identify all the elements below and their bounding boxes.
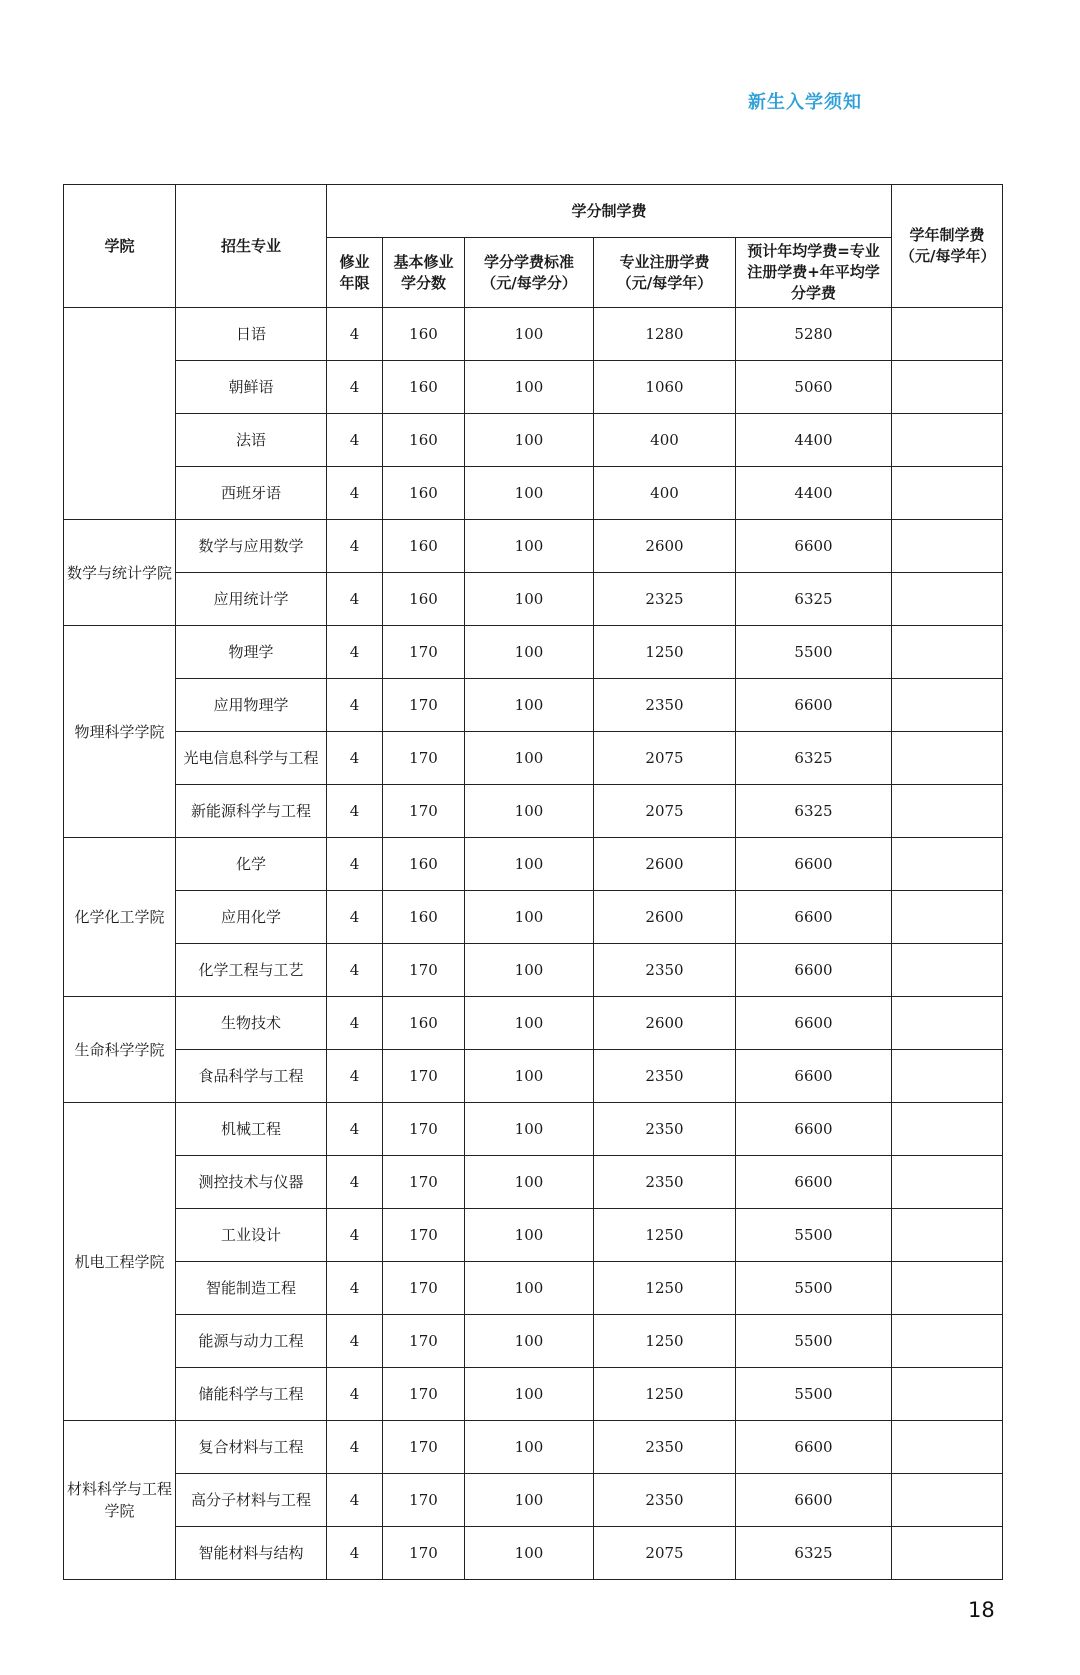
table-row	[64, 838, 1003, 891]
years-cell: 4	[327, 626, 383, 679]
major-cell: 工业设计	[176, 1209, 327, 1262]
credits-cell: 170	[383, 944, 465, 997]
table-row	[64, 679, 1003, 732]
credits-cell: 160	[383, 997, 465, 1050]
major-cell: 新能源科学与工程	[176, 785, 327, 838]
year-system-fee-cell	[892, 1262, 1003, 1315]
credit-fee-cell: 100	[465, 361, 594, 414]
year-system-fee-cell	[892, 308, 1003, 361]
years-header: 修业年限	[327, 238, 383, 308]
credit-fee-cell: 100	[465, 679, 594, 732]
year-system-fee-cell	[892, 1050, 1003, 1103]
annual-fee-cell: 6600	[736, 1103, 892, 1156]
table-row	[64, 573, 1003, 626]
credits-cell: 170	[383, 1262, 465, 1315]
major-cell: 复合材料与工程	[176, 1421, 327, 1474]
table-row	[64, 1368, 1003, 1421]
registration-fee-cell: 2600	[594, 997, 736, 1050]
annual-fee-cell: 6325	[736, 732, 892, 785]
major-cell: 化学	[176, 838, 327, 891]
major-cell: 西班牙语	[176, 467, 327, 520]
major-cell: 物理学	[176, 626, 327, 679]
table-row	[64, 1103, 1003, 1156]
credits-cell: 170	[383, 1474, 465, 1527]
major-cell: 应用统计学	[176, 573, 327, 626]
college-cell: 化学化工学院	[64, 838, 176, 997]
page-header-title: 新生入学须知	[748, 92, 862, 113]
table-row	[64, 1474, 1003, 1527]
years-cell: 4	[327, 1315, 383, 1368]
table-row	[64, 626, 1003, 679]
credits-cell: 170	[383, 1527, 465, 1580]
annual-fee-cell: 5500	[736, 1209, 892, 1262]
table-row	[64, 520, 1003, 573]
credit-fee-cell: 100	[465, 732, 594, 785]
credit-fee-cell: 100	[465, 467, 594, 520]
tuition-table	[63, 184, 1003, 1580]
credit-fee-cell: 100	[465, 414, 594, 467]
credits-cell: 170	[383, 679, 465, 732]
major-cell: 应用物理学	[176, 679, 327, 732]
table-row	[64, 1209, 1003, 1262]
table-row	[64, 1421, 1003, 1474]
credits-cell: 160	[383, 520, 465, 573]
annual-fee-cell: 5060	[736, 361, 892, 414]
credit-fee-cell: 100	[465, 1103, 594, 1156]
credits-cell: 160	[383, 361, 465, 414]
credits-header: 基本修业学分数	[383, 238, 465, 308]
registration-fee-cell: 2350	[594, 1050, 736, 1103]
annual-fee-header: 预计年均学费=专业注册学费+年平均学分学费	[736, 238, 892, 308]
credit-fee-cell: 100	[465, 1050, 594, 1103]
page-number: 18	[968, 1598, 995, 1622]
year-system-fee-cell	[892, 1156, 1003, 1209]
years-cell: 4	[327, 361, 383, 414]
years-cell: 4	[327, 785, 383, 838]
registration-fee-cell: 2075	[594, 1527, 736, 1580]
annual-fee-cell: 5500	[736, 1368, 892, 1421]
registration-fee-cell: 1250	[594, 1262, 736, 1315]
college-cell: 材料科学与工程学院	[64, 1421, 176, 1580]
major-cell: 数学与应用数学	[176, 520, 327, 573]
credits-cell: 170	[383, 785, 465, 838]
credit-fee-cell: 100	[465, 891, 594, 944]
registration-fee-cell: 1250	[594, 1368, 736, 1421]
registration-fee-cell: 1060	[594, 361, 736, 414]
years-cell: 4	[327, 1368, 383, 1421]
table-row	[64, 997, 1003, 1050]
year-system-fee-cell	[892, 1209, 1003, 1262]
annual-fee-cell: 6600	[736, 891, 892, 944]
table-row	[64, 467, 1003, 520]
credits-cell: 170	[383, 1315, 465, 1368]
years-cell: 4	[327, 308, 383, 361]
registration-fee-cell: 1250	[594, 1315, 736, 1368]
credits-cell: 160	[383, 891, 465, 944]
credits-cell: 170	[383, 1421, 465, 1474]
annual-fee-cell: 5500	[736, 1262, 892, 1315]
years-cell: 4	[327, 1262, 383, 1315]
major-cell: 智能材料与结构	[176, 1527, 327, 1580]
registration-fee-cell: 1250	[594, 1209, 736, 1262]
annual-fee-cell: 5500	[736, 626, 892, 679]
major-cell: 储能科学与工程	[176, 1368, 327, 1421]
credit-fee-cell: 100	[465, 1262, 594, 1315]
years-cell: 4	[327, 1527, 383, 1580]
major-cell: 食品科学与工程	[176, 1050, 327, 1103]
registration-fee-cell: 1250	[594, 626, 736, 679]
major-cell: 日语	[176, 308, 327, 361]
years-cell: 4	[327, 1474, 383, 1527]
annual-fee-cell: 6600	[736, 679, 892, 732]
major-cell: 生物技术	[176, 997, 327, 1050]
registration-fee-cell: 2350	[594, 1103, 736, 1156]
year-system-fee-cell	[892, 467, 1003, 520]
annual-fee-cell: 6325	[736, 785, 892, 838]
years-cell: 4	[327, 414, 383, 467]
credit-fee-cell: 100	[465, 1474, 594, 1527]
college-cell	[64, 308, 176, 520]
annual-fee-cell: 4400	[736, 414, 892, 467]
year-system-fee-cell	[892, 1527, 1003, 1580]
credit-fee-cell: 100	[465, 785, 594, 838]
credits-cell: 170	[383, 732, 465, 785]
credit-fee-header: 学分学费标准（元/每学分）	[465, 238, 594, 308]
credits-cell: 160	[383, 308, 465, 361]
year-system-fee-cell	[892, 361, 1003, 414]
major-cell: 智能制造工程	[176, 1262, 327, 1315]
table-row	[64, 1156, 1003, 1209]
years-cell: 4	[327, 1421, 383, 1474]
major-cell: 光电信息科学与工程	[176, 732, 327, 785]
credit-fee-cell: 100	[465, 308, 594, 361]
table-row	[64, 361, 1003, 414]
table-row	[64, 1050, 1003, 1103]
year-system-fee-cell	[892, 1103, 1003, 1156]
annual-fee-cell: 5500	[736, 1315, 892, 1368]
registration-fee-cell: 2350	[594, 1474, 736, 1527]
registration-fee-header: 专业注册学费（元/每学年）	[594, 238, 736, 308]
annual-fee-cell: 6325	[736, 573, 892, 626]
annual-fee-cell: 4400	[736, 467, 892, 520]
major-cell: 高分子材料与工程	[176, 1474, 327, 1527]
year-system-fee-cell	[892, 838, 1003, 891]
years-cell: 4	[327, 997, 383, 1050]
credit-fee-cell: 100	[465, 838, 594, 891]
years-cell: 4	[327, 520, 383, 573]
annual-fee-cell: 6600	[736, 1050, 892, 1103]
table-row	[64, 1527, 1003, 1580]
year-system-fee-cell	[892, 414, 1003, 467]
table-row	[64, 785, 1003, 838]
registration-fee-cell: 2600	[594, 891, 736, 944]
year-system-fee-cell	[892, 997, 1003, 1050]
college-cell: 生命科学学院	[64, 997, 176, 1103]
table-row	[64, 1315, 1003, 1368]
credits-cell: 170	[383, 626, 465, 679]
credits-cell: 170	[383, 1209, 465, 1262]
college-cell: 机电工程学院	[64, 1103, 176, 1421]
table-body	[64, 308, 1003, 1580]
credits-cell: 170	[383, 1156, 465, 1209]
years-cell: 4	[327, 679, 383, 732]
table-row	[64, 891, 1003, 944]
years-cell: 4	[327, 1103, 383, 1156]
registration-fee-cell: 2325	[594, 573, 736, 626]
credits-cell: 170	[383, 1368, 465, 1421]
registration-fee-cell: 2350	[594, 679, 736, 732]
table-row	[64, 414, 1003, 467]
major-cell: 测控技术与仪器	[176, 1156, 327, 1209]
annual-fee-cell: 6600	[736, 1474, 892, 1527]
credit-fee-cell: 100	[465, 1315, 594, 1368]
credit-fee-group-header: 学分制学费	[327, 185, 892, 238]
registration-fee-cell: 400	[594, 414, 736, 467]
credit-fee-cell: 100	[465, 944, 594, 997]
year-system-fee-cell	[892, 1474, 1003, 1527]
year-system-fee-cell	[892, 626, 1003, 679]
college-header: 学院	[64, 185, 176, 308]
major-cell: 化学工程与工艺	[176, 944, 327, 997]
credit-fee-cell: 100	[465, 1527, 594, 1580]
credit-fee-cell: 100	[465, 520, 594, 573]
credit-fee-cell: 100	[465, 1209, 594, 1262]
year-system-fee-header: 学年制学费（元/每学年）	[892, 185, 1003, 308]
table-header	[64, 185, 1003, 308]
annual-fee-cell: 6600	[736, 997, 892, 1050]
credit-fee-cell: 100	[465, 1368, 594, 1421]
annual-fee-cell: 6600	[736, 1421, 892, 1474]
years-cell: 4	[327, 944, 383, 997]
registration-fee-cell: 2075	[594, 785, 736, 838]
credit-fee-cell: 100	[465, 1421, 594, 1474]
credits-cell: 160	[383, 573, 465, 626]
registration-fee-cell: 2600	[594, 838, 736, 891]
years-cell: 4	[327, 732, 383, 785]
table-row	[64, 308, 1003, 361]
annual-fee-cell: 6600	[736, 1156, 892, 1209]
table-row	[64, 732, 1003, 785]
major-header: 招生专业	[176, 185, 327, 308]
year-system-fee-cell	[892, 520, 1003, 573]
years-cell: 4	[327, 573, 383, 626]
registration-fee-cell: 2600	[594, 520, 736, 573]
years-cell: 4	[327, 1156, 383, 1209]
years-cell: 4	[327, 467, 383, 520]
registration-fee-cell: 2350	[594, 944, 736, 997]
major-cell: 能源与动力工程	[176, 1315, 327, 1368]
table-row	[64, 1262, 1003, 1315]
annual-fee-cell: 6600	[736, 944, 892, 997]
registration-fee-cell: 400	[594, 467, 736, 520]
major-cell: 朝鲜语	[176, 361, 327, 414]
year-system-fee-cell	[892, 891, 1003, 944]
years-cell: 4	[327, 1209, 383, 1262]
registration-fee-cell: 2350	[594, 1156, 736, 1209]
year-system-fee-cell	[892, 573, 1003, 626]
credits-cell: 170	[383, 1103, 465, 1156]
major-cell: 法语	[176, 414, 327, 467]
year-system-fee-cell	[892, 679, 1003, 732]
registration-fee-cell: 1280	[594, 308, 736, 361]
credit-fee-cell: 100	[465, 573, 594, 626]
table-row	[64, 944, 1003, 997]
annual-fee-cell: 6600	[736, 520, 892, 573]
credit-fee-cell: 100	[465, 997, 594, 1050]
years-cell: 4	[327, 1050, 383, 1103]
registration-fee-cell: 2350	[594, 1421, 736, 1474]
credits-cell: 160	[383, 467, 465, 520]
year-system-fee-cell	[892, 1421, 1003, 1474]
credits-cell: 160	[383, 838, 465, 891]
annual-fee-cell: 6600	[736, 838, 892, 891]
credit-fee-cell: 100	[465, 1156, 594, 1209]
college-cell: 数学与统计学院	[64, 520, 176, 626]
year-system-fee-cell	[892, 944, 1003, 997]
years-cell: 4	[327, 838, 383, 891]
annual-fee-cell: 6325	[736, 1527, 892, 1580]
years-cell: 4	[327, 891, 383, 944]
registration-fee-cell: 2075	[594, 732, 736, 785]
major-cell: 机械工程	[176, 1103, 327, 1156]
major-cell: 应用化学	[176, 891, 327, 944]
annual-fee-cell: 5280	[736, 308, 892, 361]
year-system-fee-cell	[892, 1315, 1003, 1368]
year-system-fee-cell	[892, 732, 1003, 785]
credit-fee-cell: 100	[465, 626, 594, 679]
college-cell: 物理科学学院	[64, 626, 176, 838]
year-system-fee-cell	[892, 785, 1003, 838]
year-system-fee-cell	[892, 1368, 1003, 1421]
credits-cell: 160	[383, 414, 465, 467]
credits-cell: 170	[383, 1050, 465, 1103]
